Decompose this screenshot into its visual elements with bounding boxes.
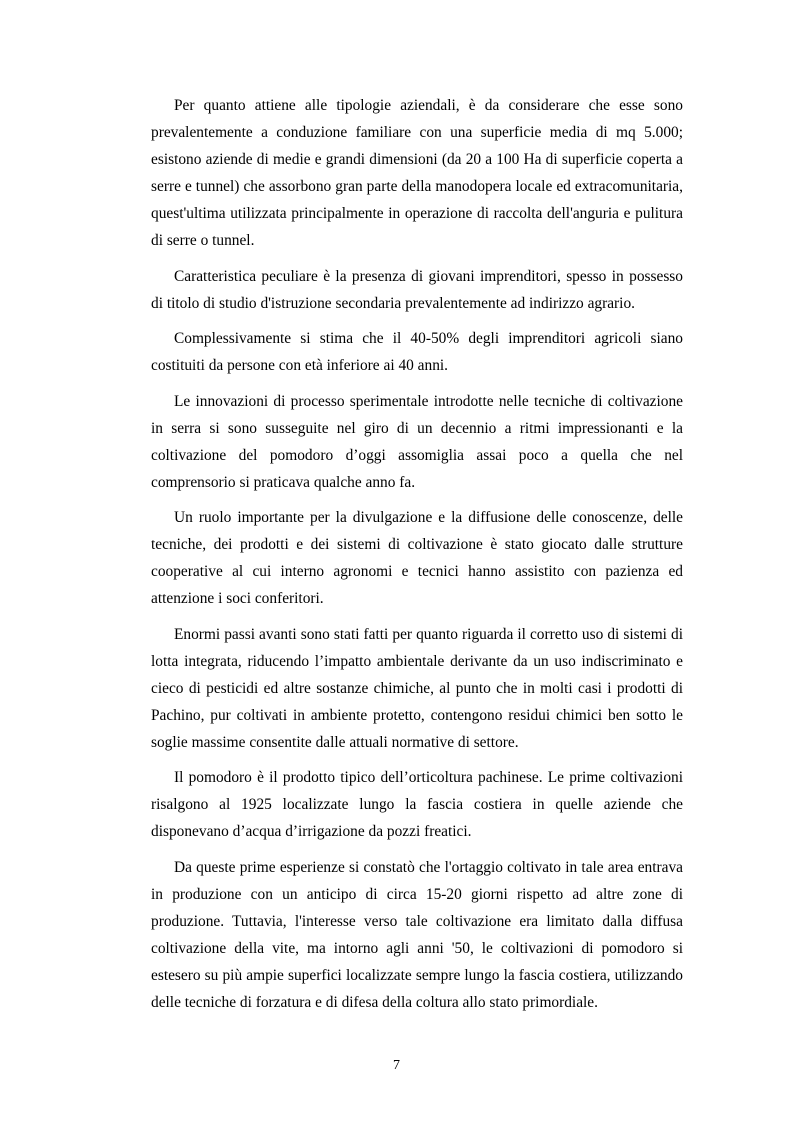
paragraph-age-estimate: Complessivamente si stima che il 40-50% degli imprenditori agricoli siano costituiti da persone con età inferiore ai 40 anni. [151, 330, 683, 374]
paragraph-process-innovations: Le innovazioni di processo sperimentale introdotte nelle tecniche di coltivazione in serra si sono susseguite nel giro di un decennio a ritmi impressionanti e la coltivazione del pomodoro d’oggi assomiglia assai poco a quella che nel comprensorio si praticava qualche anno fa. [151, 392, 683, 491]
paragraph-early-experiences: Da queste prime esperienze si constatò che l'ortaggio coltivato in tale area entrava in produzione con un anticipo di circa 15-20 giorni rispetto ad altre zone di produzione. Tuttavia, l'interesse verso tale coltivazione era limitato dalla diffusa coltivazione della vite, ma intorno agli anni '50, le coltivazioni di pomodoro si estesero su più ampie superfici localizzate sempre lungo la fascia costiera, utilizzando delle tecniche di forzatura e di difesa della coltura allo stato primordiale. [151, 858, 683, 1011]
document-body [151, 92, 683, 1024]
paragraph-farm-types: Per quanto attiene alle tipologie aziendali, è da considerare che esse sono prevalentemente a conduzione familiare con una superficie media di mq 5.000; esistono aziende di medie e grandi dimensioni (da 20 a 100 Ha di superficie coperta a serre e tunnel) che assorbono gran parte della manodopera locale ed extracomunitaria, quest'ultima utilizzata principalmente in operazione di raccolta dell'anguria e pulitura di serre o tunnel. [151, 97, 683, 249]
paragraph-tomato-history: Il pomodoro è il prodotto tipico dell’orticoltura pachinese. Le prime coltivazioni risalgono al 1925 localizzate lungo la fascia costiera in quelle aziende che disponevano d’acqua d’irrigazione da pozzi freatici. [151, 769, 683, 840]
paragraph-cooperatives-role: Un ruolo importante per la divulgazione e la diffusione delle conoscenze, delle tecniche, dei prodotti e dei sistemi di coltivazione è stato giocato dalle strutture cooperative al cui interno agronomi e tecnici hanno assistito con pazienza ed attenzione i soci conferitori. [151, 509, 683, 607]
paragraph-young-entrepreneurs: Caratteristica peculiare è la presenza di giovani imprenditori, spesso in possesso di titolo di studio d'istruzione secondaria prevalentemente ad indirizzo agrario. [151, 267, 683, 312]
page-number: 7 [393, 1058, 400, 1073]
paragraph-integrated-pest-control: Enormi passi avanti sono stati fatti per quanto riguarda il corretto uso di sistemi di lotta integrata, riducendo l’impatto ambientale derivante da un uso indiscriminato e cieco di pesticidi ed altre sostanze chimiche, al punto che in molti casi i prodotti di Pachino, pur coltivati in ambiente protetto, contengono residui chimici ben sotto le soglie massime consentite dalle attuali normative di settore. [151, 625, 683, 751]
